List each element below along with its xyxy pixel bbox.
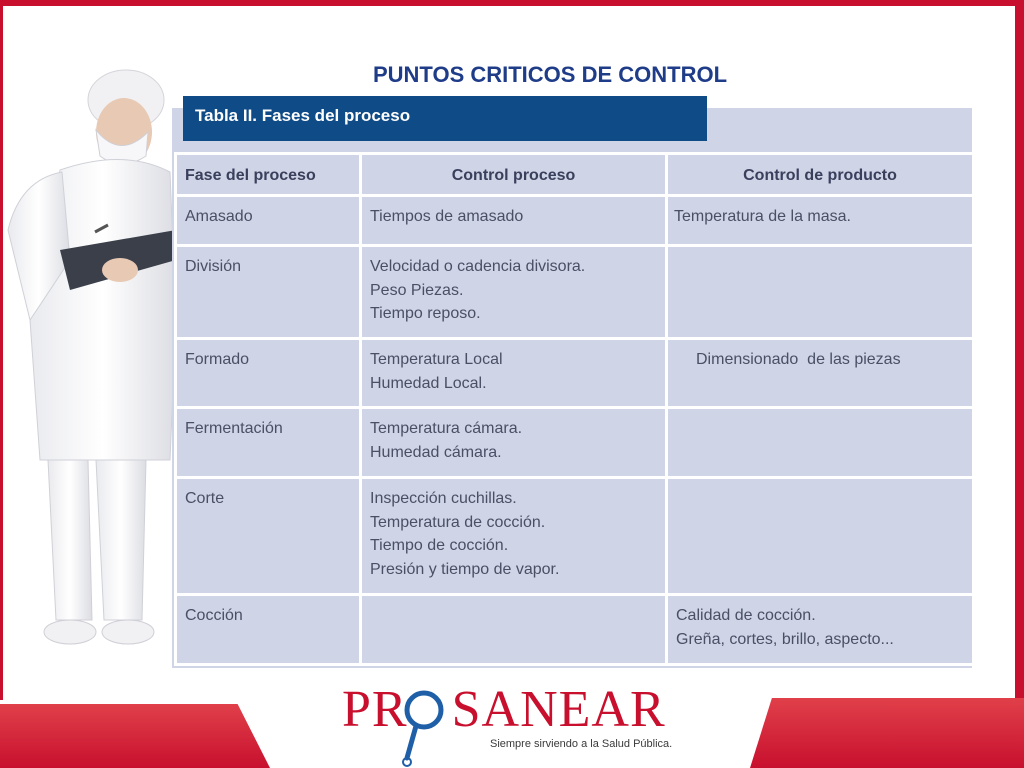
process-control-item: Tiempo de cocción. (370, 537, 509, 554)
header-phase: Fase del proceso (176, 154, 361, 196)
phase-cell: División (176, 246, 361, 339)
product-control-cell (667, 478, 974, 595)
process-control-item: Velocidad o cadencia divisora. (370, 258, 586, 275)
process-control-item: Temperatura cámara. (370, 420, 523, 437)
table-row (176, 246, 974, 339)
phase-cell: Cocción (176, 595, 361, 665)
process-control-item: Inspección cuchillas. (370, 490, 517, 507)
process-control-cell (361, 196, 667, 246)
product-control-cell (667, 246, 974, 339)
logo-tagline: Siempre sirviendo a la Salud Pública. (490, 738, 673, 750)
table-row (176, 408, 974, 478)
product-control-item: Dimensionado de las piezas (696, 351, 901, 368)
phase-cell: Corte (176, 478, 361, 595)
product-control-item: Calidad de cocción. (676, 607, 816, 624)
top-red-border (0, 0, 1024, 6)
product-control-cell (667, 408, 974, 478)
magnifier-icon (401, 686, 447, 768)
product-control-cell (667, 196, 974, 246)
process-control-cell (361, 595, 667, 665)
table-row (176, 478, 974, 595)
table-row (176, 595, 974, 665)
bottom-right-red-band (750, 698, 1024, 768)
process-control-item: Humedad cámara. (370, 443, 502, 461)
process-control-cell (361, 478, 667, 595)
table-row (176, 339, 974, 408)
header-product-control: Control de producto (667, 154, 974, 196)
process-control-item: Tiempo reposo. (370, 305, 481, 322)
process-control-item: Tiempos de amasado (370, 208, 524, 225)
process-control-cell (361, 408, 667, 478)
bottom-left-red-band (0, 704, 270, 768)
logo-wordmark (342, 680, 666, 739)
process-control-item: Presión y tiempo de vapor. (370, 560, 560, 578)
process-control-cell (361, 246, 667, 339)
phase-cell: Fermentación (176, 408, 361, 478)
right-red-border (1015, 0, 1024, 768)
table-caption: Tabla II. Fases del proceso (183, 96, 707, 141)
process-control-item: Humedad Local. (370, 374, 487, 392)
process-control-item: Temperatura Local (370, 351, 503, 368)
product-control-item: Temperatura de la masa. (674, 208, 851, 225)
food-worker-illustration (0, 60, 180, 660)
prosanear-logo (342, 680, 688, 768)
header-process-control: Control proceso (361, 154, 667, 196)
process-control-item: Temperatura de cocción. (370, 513, 546, 531)
product-control-cell (667, 339, 974, 408)
product-control-item: Greña, cortes, brillo, aspecto... (676, 630, 894, 648)
phase-cell: Amasado (176, 196, 361, 246)
process-control-cell (361, 339, 667, 408)
product-control-cell (667, 595, 974, 665)
process-control-item: Peso Piezas. (370, 281, 464, 299)
logo-text-right: SANEAR (451, 681, 666, 738)
table-header-row (176, 154, 974, 196)
process-phases-table (174, 152, 975, 666)
page-title: PUNTOS CRITICOS DE CONTROL (372, 62, 728, 87)
table-row (176, 196, 974, 246)
phase-cell: Formado (176, 339, 361, 408)
logo-text-left: PR (342, 681, 408, 738)
